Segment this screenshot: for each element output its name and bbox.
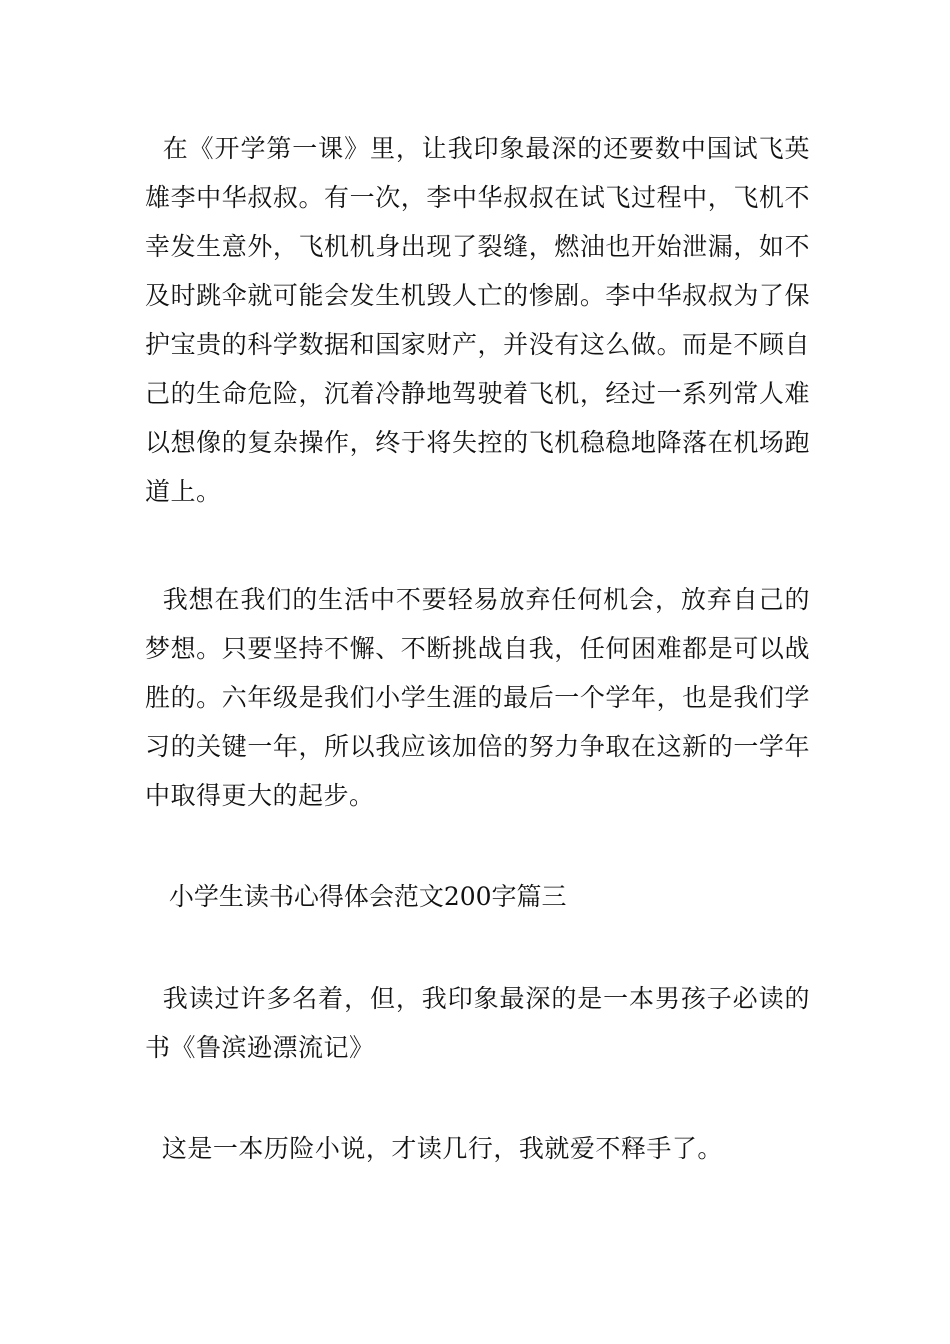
paragraph-adventure-novel: 这是一本历险小说，才读几行，我就爱不释手了。 xyxy=(145,1134,723,1163)
paragraph-li-zhonghua: 在《开学第一课》里，让我印象最深的还要数中国试飞英雄李中华叔叔。有一次，李中华叔叔在试飞过程中，飞机不幸发生意外，飞机机身出现了裂缝，燃油也开始泄漏，如不及时跳伞就可能会发生机毁人亡的惨剧。李中华叔叔为了保护宝贵的科学数据和国家财产，并没有这么做。而是不顾自己的生命危险，沉着冷静地驾驶着飞机，经过一系列常人难以想像的复杂操作，终于将失控的飞机稳稳地降落在机场跑道上。 xyxy=(145,134,810,506)
paragraph-dreams: 我想在我们的生活中不要轻易放弃任何机会，放弃自己的梦想。只要坚持不懈、不断挑战自我，任何困难都是可以战胜的。六年级是我们小学生涯的最后一个学年，也是我们学习的关键一年，所以我应该加倍的努力争取在这新的一学年中取得更大的起步。 xyxy=(145,585,810,810)
section-heading: 小学生读书心得体会范文200字篇三 xyxy=(145,882,567,911)
paragraph-robinson-intro: 我读过许多名着，但，我印象最深的是一本男孩子必读的书《鲁滨逊漂流记》 xyxy=(145,984,810,1062)
